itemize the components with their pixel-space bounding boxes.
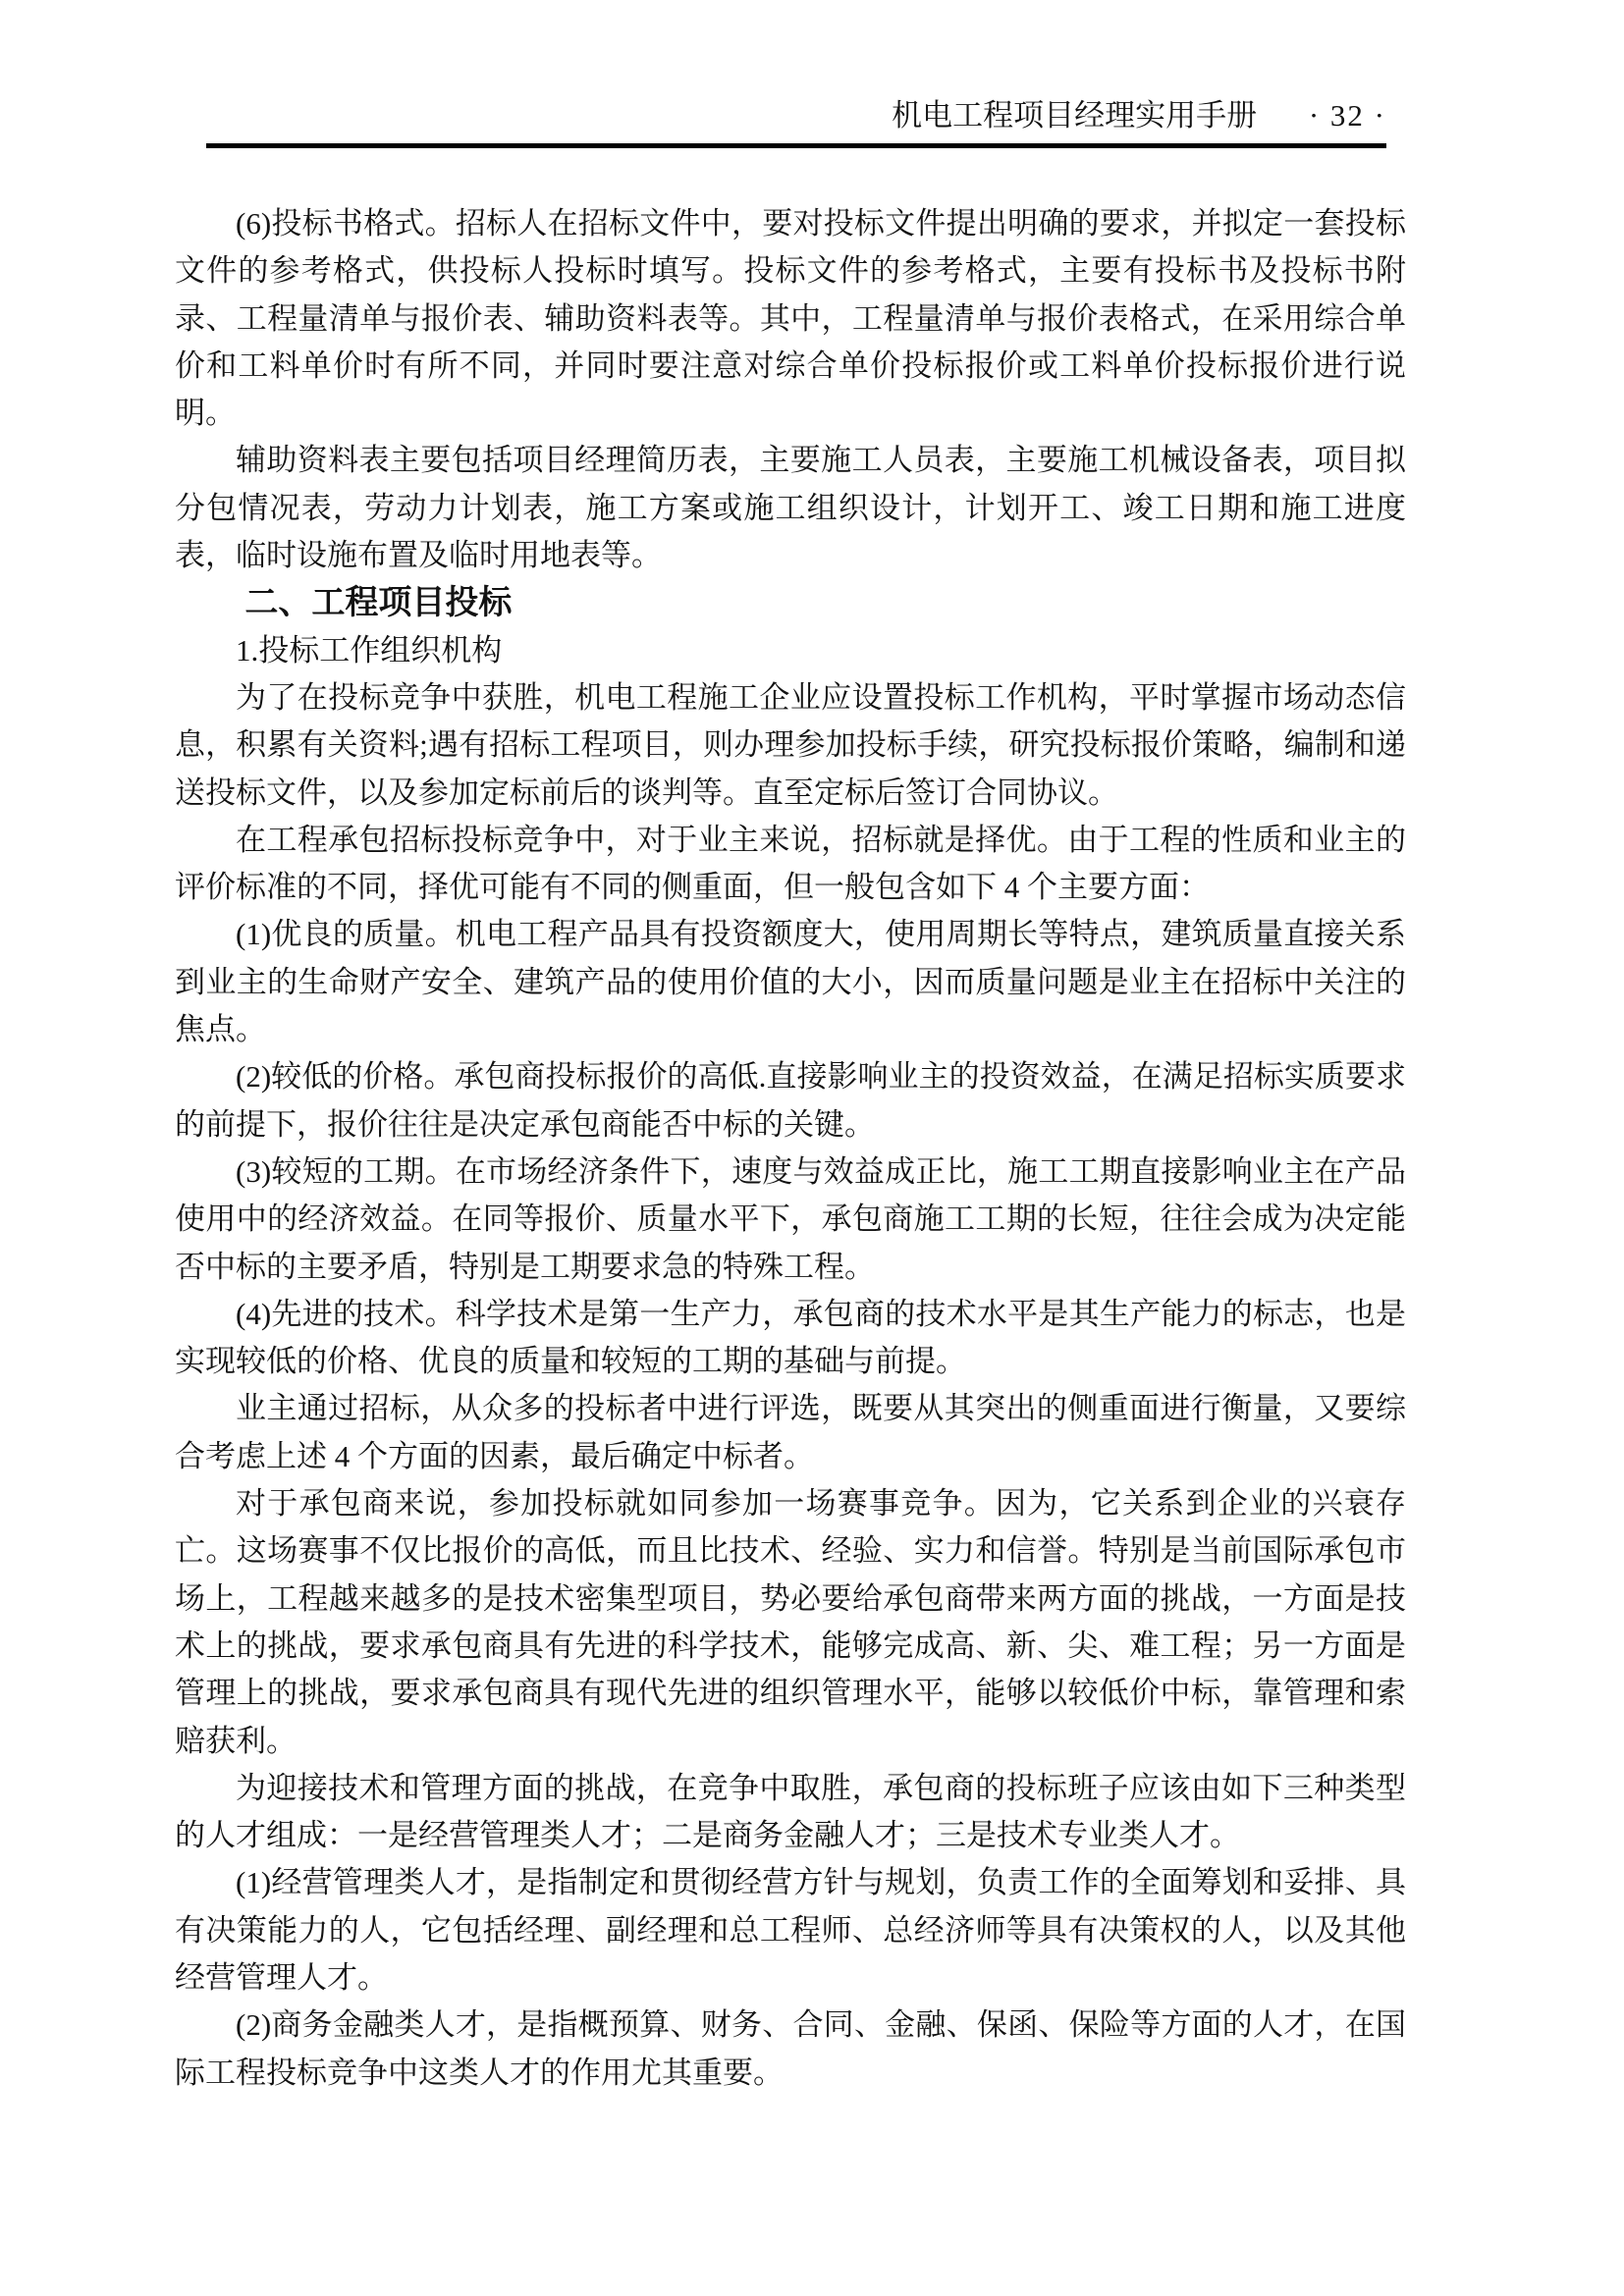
paragraph: (2)较低的价格。承包商投标报价的高低.直接影响业主的投资效益，在满足招标实质要求的前提下，报价往往是决定承包商能否中标的关键。 — [175, 1059, 1406, 1142]
paragraph: 辅助资料表主要包括项目经理简历表，主要施工人员表，主要施工机械设备表，项目拟分包情况表，劳动力计划表，施工方案或施工组织设计，计划开工、竣工日期和施工进度表，临时设施布置及临时用地表等。 — [175, 443, 1406, 573]
paragraph: (1)经营管理类人才，是指制定和贯彻经营方针与规划，负责工作的全面筹划和妥排、具有决策能力的人，它包括经理、副经理和总工程师、总经济师等具有决策权的人，以及其他经营管理人才。 — [175, 1865, 1406, 1995]
paragraph: 为了在投标竞争中获胜，机电工程施工企业应设置投标工作机构，平时掌握市场动态信息，积累有关资料;遇有招标工程项目，则办理参加投标手续，研究投标报价策略，编制和递送投标文件，以及参加定标前后的谈判等。直至定标后签订合同协议。 — [175, 679, 1406, 810]
paragraph: (6)投标书格式。招标人在招标文件中，要对投标文件提出明确的要求，并拟定一套投标文件的参考格式，供投标人投标时填写。投标文件的参考格式，主要有投标书及投标书附录、工程量清单与报价表、辅助资料表等。其中，工程量清单与报价表格式，在采用综合单价和工料单价时有所不同，并同时要注意对综合单价投标报价或工料单价投标报价进行说明。 — [175, 206, 1406, 431]
paragraph: 对于承包商来说，参加投标就如同参加一场赛事竞争。因为，它关系到企业的兴衰存亡。这场赛事不仅比报价的高低，而且比技术、经验、实力和信誉。特别是当前国际承包市场上，工程越来越多的是技术密集型项目，势必要给承包商带来两方面的挑战，一方面是技术上的挑战，要求承包商具有先进的科学技术，能够完成高、新、尖、难工程；另一方面是管理上的挑战，要求承包商具有现代先进的组织管理水平，能够以较低价中标，靠管理和索赔获利。 — [175, 1486, 1406, 1758]
paragraph: 业主通过招标，从众多的投标者中进行评选，既要从其突出的侧重面进行衡量，又要综合考虑上述 4 个方面的因素，最后确定中标者。 — [175, 1391, 1406, 1473]
paragraph: (4)先进的技术。科学技术是第一生产力，承包商的技术水平是其生产能力的标志，也是实现较低的价格、优良的质量和较短的工期的基础与前提。 — [175, 1296, 1406, 1379]
page-header — [206, 96, 1386, 135]
page-number: · 32 · — [1308, 98, 1386, 133]
paragraph: 在工程承包招标投标竞争中，对于业主来说，招标就是择优。由于工程的性质和业主的评价标准的不同，择优可能有不同的侧重面，但一般包含如下 4 个主要方面： — [175, 822, 1406, 905]
page-body — [175, 200, 1406, 2097]
section-heading: 二、工程项目投标 — [244, 584, 513, 622]
header-rule — [206, 143, 1386, 148]
paragraph: 为迎接技术和管理方面的挑战，在竞争中取胜，承包商的投标班子应该由如下三种类型的人才组成：一是经营管理类人才；二是商务金融人才；三是技术专业类人才。 — [175, 1770, 1406, 1853]
paragraph: (3)较短的工期。在市场经济条件下，速度与效益成正比，施工工期直接影响业主在产品使用中的经济效益。在同等报价、质量水平下，承包商施工工期的长短，往往会成为决定能否中标的主要矛盾，特别是工期要求急的特殊工程。 — [175, 1153, 1406, 1284]
paragraph: (1)优良的质量。机电工程产品具有投资额度大，使用周期长等特点，建筑质量直接关系到业主的生命财产安全、建筑产品的使用价值的大小，因而质量问题是业主在招标中关注的焦点。 — [175, 917, 1406, 1047]
sub-heading: 1.投标工作组织机构 — [236, 632, 503, 667]
paragraph: (2)商务金融类人才，是指概预算、财务、合同、金融、保函、保险等方面的人才，在国际工程投标竞争中这类人才的作用尤其重要。 — [175, 2007, 1406, 2090]
running-title: 机电工程项目经理实用手册 — [892, 98, 1258, 133]
